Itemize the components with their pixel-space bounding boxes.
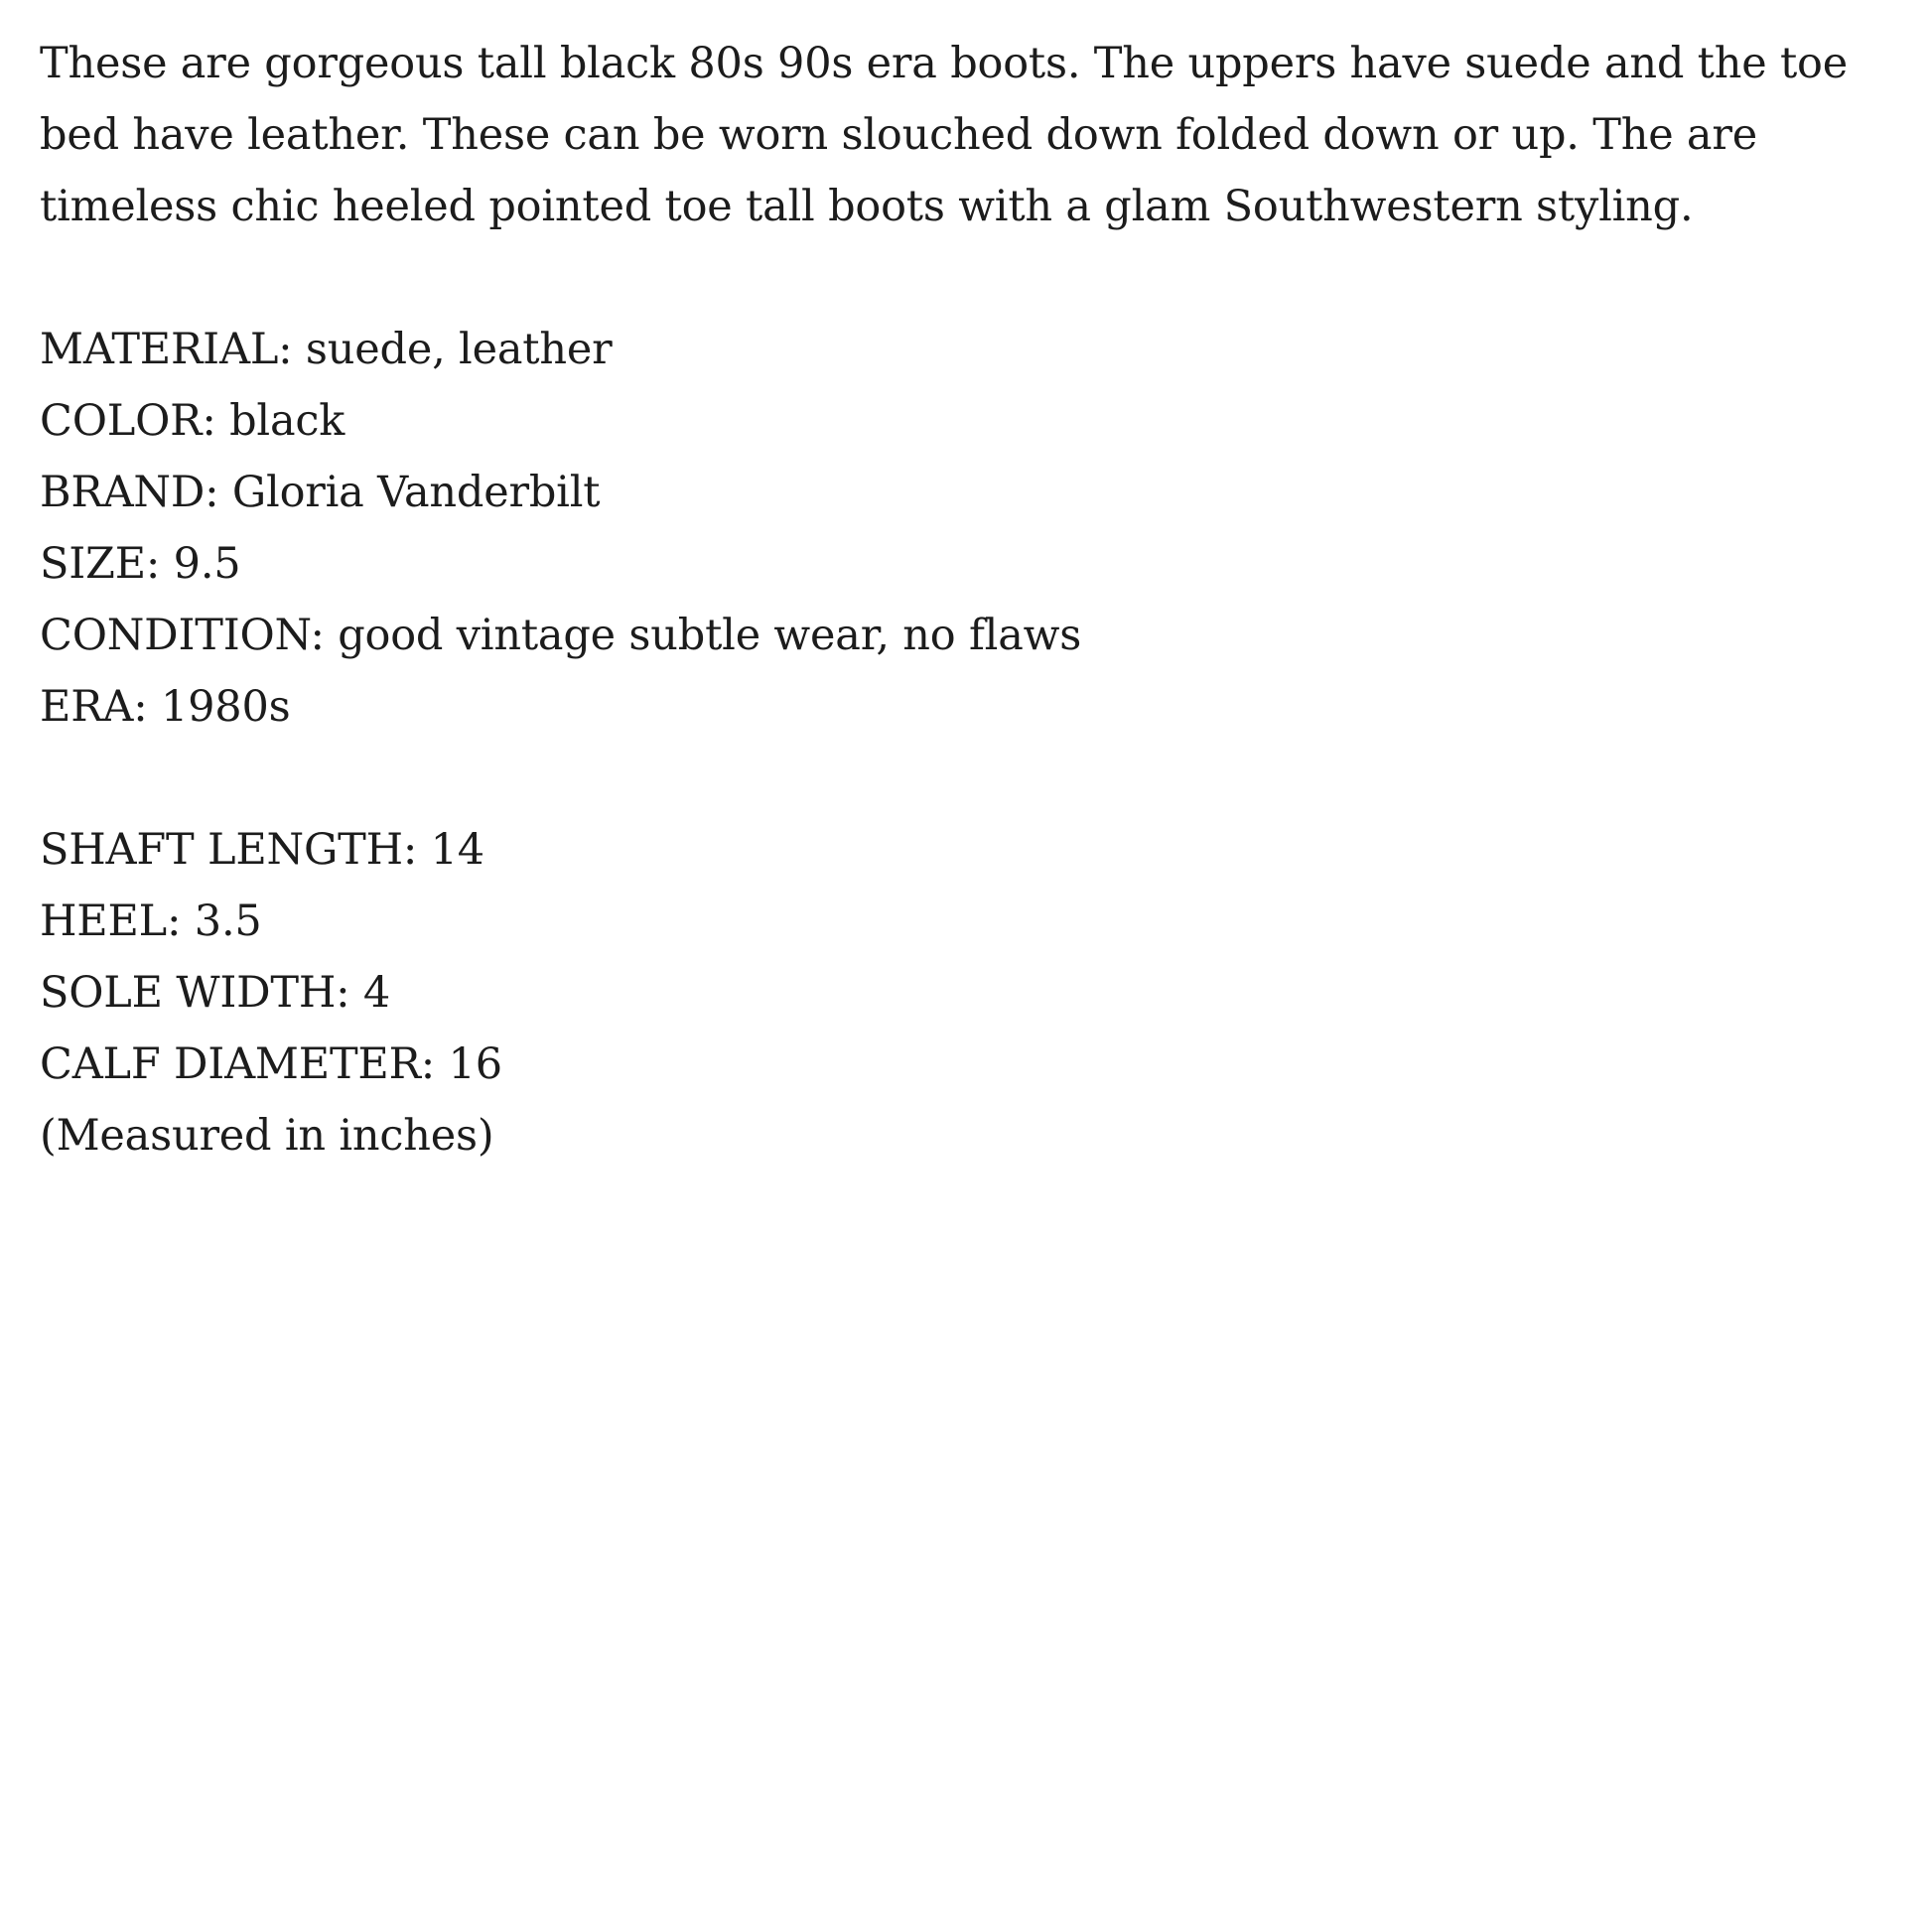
- product-details-list: [40, 314, 1906, 743]
- detail-brand: BRAND: Gloria Vanderbilt: [40, 468, 601, 517]
- detail-era: ERA: 1980s: [40, 682, 291, 732]
- detail-material: MATERIAL: suede, leather: [40, 325, 613, 374]
- description-line: timeless chic heeled pointed toe tall boots with a glam Southwestern styling.: [40, 182, 1694, 231]
- product-listing-text: [40, 28, 1906, 1172]
- measurement-units-note: (Measured in inches): [40, 1111, 494, 1161]
- measurements-list: [40, 814, 1906, 1100]
- product-description: [40, 28, 1906, 242]
- detail-color: COLOR: black: [40, 396, 345, 446]
- measurement-sole-width: SOLE WIDTH: 4: [40, 968, 391, 1018]
- measurement-calf-diameter: CALF DIAMETER: 16: [40, 1039, 502, 1089]
- description-line: These are gorgeous tall black 80s 90s era boots. The uppers have suede and the toe: [40, 39, 1848, 88]
- measurement-heel: HEEL: 3.5: [40, 897, 262, 946]
- detail-size: SIZE: 9.5: [40, 539, 241, 589]
- measurement-shaft-length: SHAFT LENGTH: 14: [40, 825, 484, 875]
- detail-condition: CONDITION: good vintage subtle wear, no flaws: [40, 611, 1082, 660]
- description-line: bed have leather. These can be worn slouched down folded down or up. The are: [40, 110, 1757, 160]
